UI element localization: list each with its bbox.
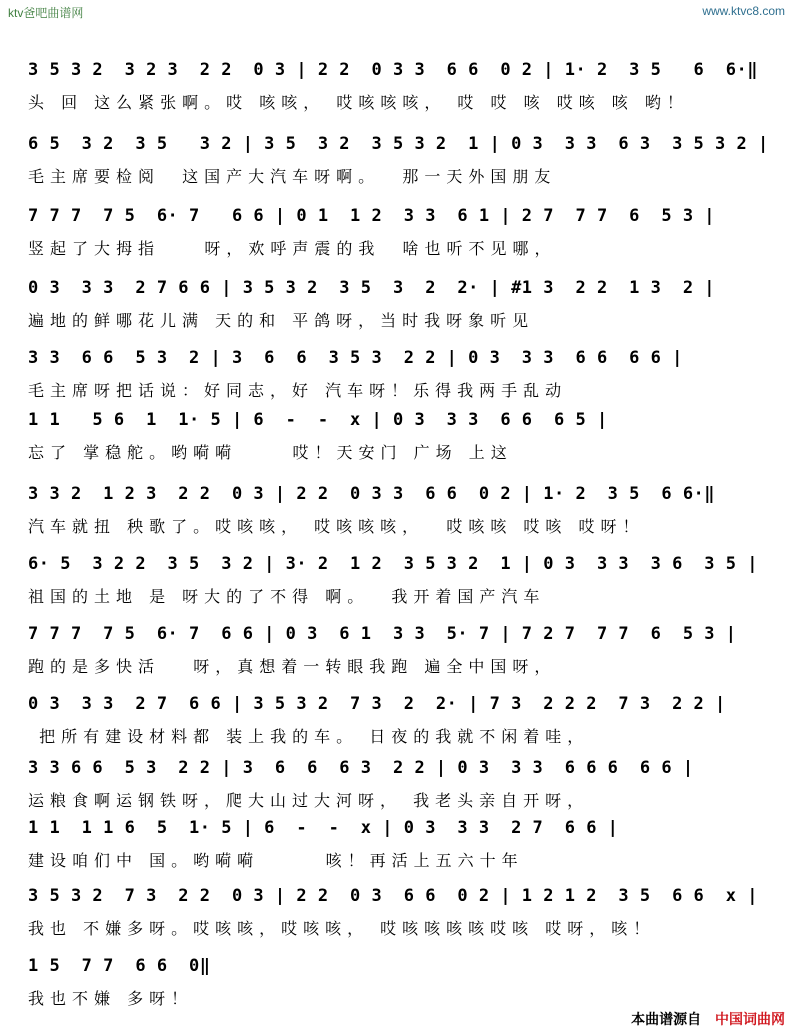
score-system-9 bbox=[28, 624, 774, 682]
score-system-2 bbox=[28, 134, 774, 192]
lyric-line: 头 回 这么紧张啊。哎 咳咳， 哎咳咳咳， 哎 哎 咳 哎咳 咳 哟！ bbox=[28, 93, 689, 112]
score-system-1 bbox=[28, 60, 774, 118]
lyric-line: 我也 不嫌多呀。哎咳咳，哎咳咳， 哎咳咳咳咳哎咳 哎呀，咳！ bbox=[28, 919, 656, 938]
score-system-5 bbox=[28, 348, 774, 406]
lyric-line: 我也不嫌 多呀！ bbox=[28, 989, 194, 1008]
notation-line: 7 7 7 7 5 6· 7 6 6 | 0 3 6 1 3 3 5· 7 | 7 2 7 7 7 6 5 3 | bbox=[28, 624, 737, 644]
lyric-line: 毛主席要检阅 这国产大汽车呀啊。 那一天外国朋友 bbox=[28, 167, 557, 186]
lyric-line: 祖国的土地 是 呀大的了不得 啊。 我开着国产汽车 bbox=[28, 587, 546, 606]
notation-line: 1 5 7 7 6 6 0‖ bbox=[28, 956, 211, 976]
notation-line: 3 3 2 1 2 3 2 2 0 3 | 2 2 0 3 3 6 6 0 2 | 1· 2 3 5 6 6·‖ bbox=[28, 484, 716, 504]
lyric-line: 运粮食啊运钢铁呀，爬大山过大河呀， 我老头亲自开呀， bbox=[28, 791, 590, 810]
site-url: www.ktvc8.com bbox=[702, 4, 785, 18]
score-system-10 bbox=[28, 694, 774, 752]
site-logo-text: ktv爸吧曲谱网 bbox=[8, 6, 84, 20]
lyric-line: 毛主席呀把话说：好同志，好 汽车呀！乐得我两手乱动 bbox=[28, 381, 568, 400]
score-system-11 bbox=[28, 758, 774, 816]
lyric-line: 把所有建设材料都 装上我的车。 日夜的我就不闲着哇， bbox=[28, 727, 590, 746]
notation-line: 0 3 3 3 2 7 6 6 | 3 5 3 2 3 5 3 2 2· | #1 3 2 2 1 3 2 | bbox=[28, 278, 716, 298]
notation-line: 1 1 1 1 6 5 1· 5 | 6 - - x | 0 3 3 3 2 7 6 6 | bbox=[28, 818, 619, 838]
lyric-line: 竖起了大拇指 呀，欢呼声震的我 啥也听不见哪， bbox=[28, 239, 557, 258]
notation-line: 3 3 6 6 5 3 2 2 | 3 6 6 6 3 2 2 | 0 3 3 3 6 6 6 6 6 | bbox=[28, 758, 694, 778]
source-site-name[interactable]: 中国词曲网 bbox=[715, 1011, 785, 1027]
lyric-line: 跑的是多快活 呀，真想着一转眼我跑 遍全中国呀， bbox=[28, 657, 557, 676]
score-system-13 bbox=[28, 886, 774, 944]
notation-line: 0 3 3 3 2 7 6 6 | 3 5 3 2 7 3 2 2· | 7 3 2 2 2 7 3 2 2 | bbox=[28, 694, 726, 714]
score-system-12 bbox=[28, 818, 774, 876]
notation-line: 7 7 7 7 5 6· 7 6 6 | 0 1 1 2 3 3 6 1 | 2 7 7 7 6 5 3 | bbox=[28, 206, 716, 226]
score-system-14 bbox=[28, 956, 774, 1014]
score-system-7 bbox=[28, 484, 774, 542]
score-system-6 bbox=[28, 410, 774, 468]
source-label: 本曲谱源自 bbox=[631, 1011, 702, 1027]
lyric-line: 遍地的鲜哪花儿满 天的和 平鸽呀，当时我呀象听见 bbox=[28, 311, 535, 330]
lyric-line: 汽车就扭 秧歌了。哎咳咳， 哎咳咳咳， 哎咳咳 哎咳 哎呀！ bbox=[28, 517, 645, 536]
notation-line: 6 5 3 2 3 5 3 2 | 3 5 3 2 3 5 3 2 1 | 0 3 3 3 6 3 3 5 3 2 | bbox=[28, 134, 769, 154]
notation-line: 6· 5 3 2 2 3 5 3 2 | 3· 2 1 2 3 5 3 2 1 | 0 3 3 3 3 6 3 5 | bbox=[28, 554, 758, 574]
notation-line: 3 5 3 2 7 3 2 2 0 3 | 2 2 0 3 6 6 0 2 | 1 2 1 2 3 5 6 6 x | bbox=[28, 886, 758, 906]
score-system-8 bbox=[28, 554, 774, 612]
notation-line: 3 5 3 2 3 2 3 2 2 0 3 | 2 2 0 3 3 6 6 0 2 | 1· 2 3 5 6 6·‖ bbox=[28, 60, 758, 80]
score-system-4 bbox=[28, 278, 774, 336]
source-credit bbox=[631, 1009, 785, 1029]
notation-line: 3 3 6 6 5 3 2 | 3 6 6 3 5 3 2 2 | 0 3 3 3 6 6 6 6 | bbox=[28, 348, 683, 368]
lyric-line: 建设咱们中 国。哟嗬嗬 咳！再活上五六十年 bbox=[28, 851, 524, 870]
score-system-3 bbox=[28, 206, 774, 264]
notation-line: 1 1 5 6 1 1· 5 | 6 - - x | 0 3 3 3 6 6 6 5 | bbox=[28, 410, 608, 430]
lyric-line: 忘了 掌稳舵。哟嗬嗬 哎！天安门 广场 上这 bbox=[28, 443, 513, 462]
